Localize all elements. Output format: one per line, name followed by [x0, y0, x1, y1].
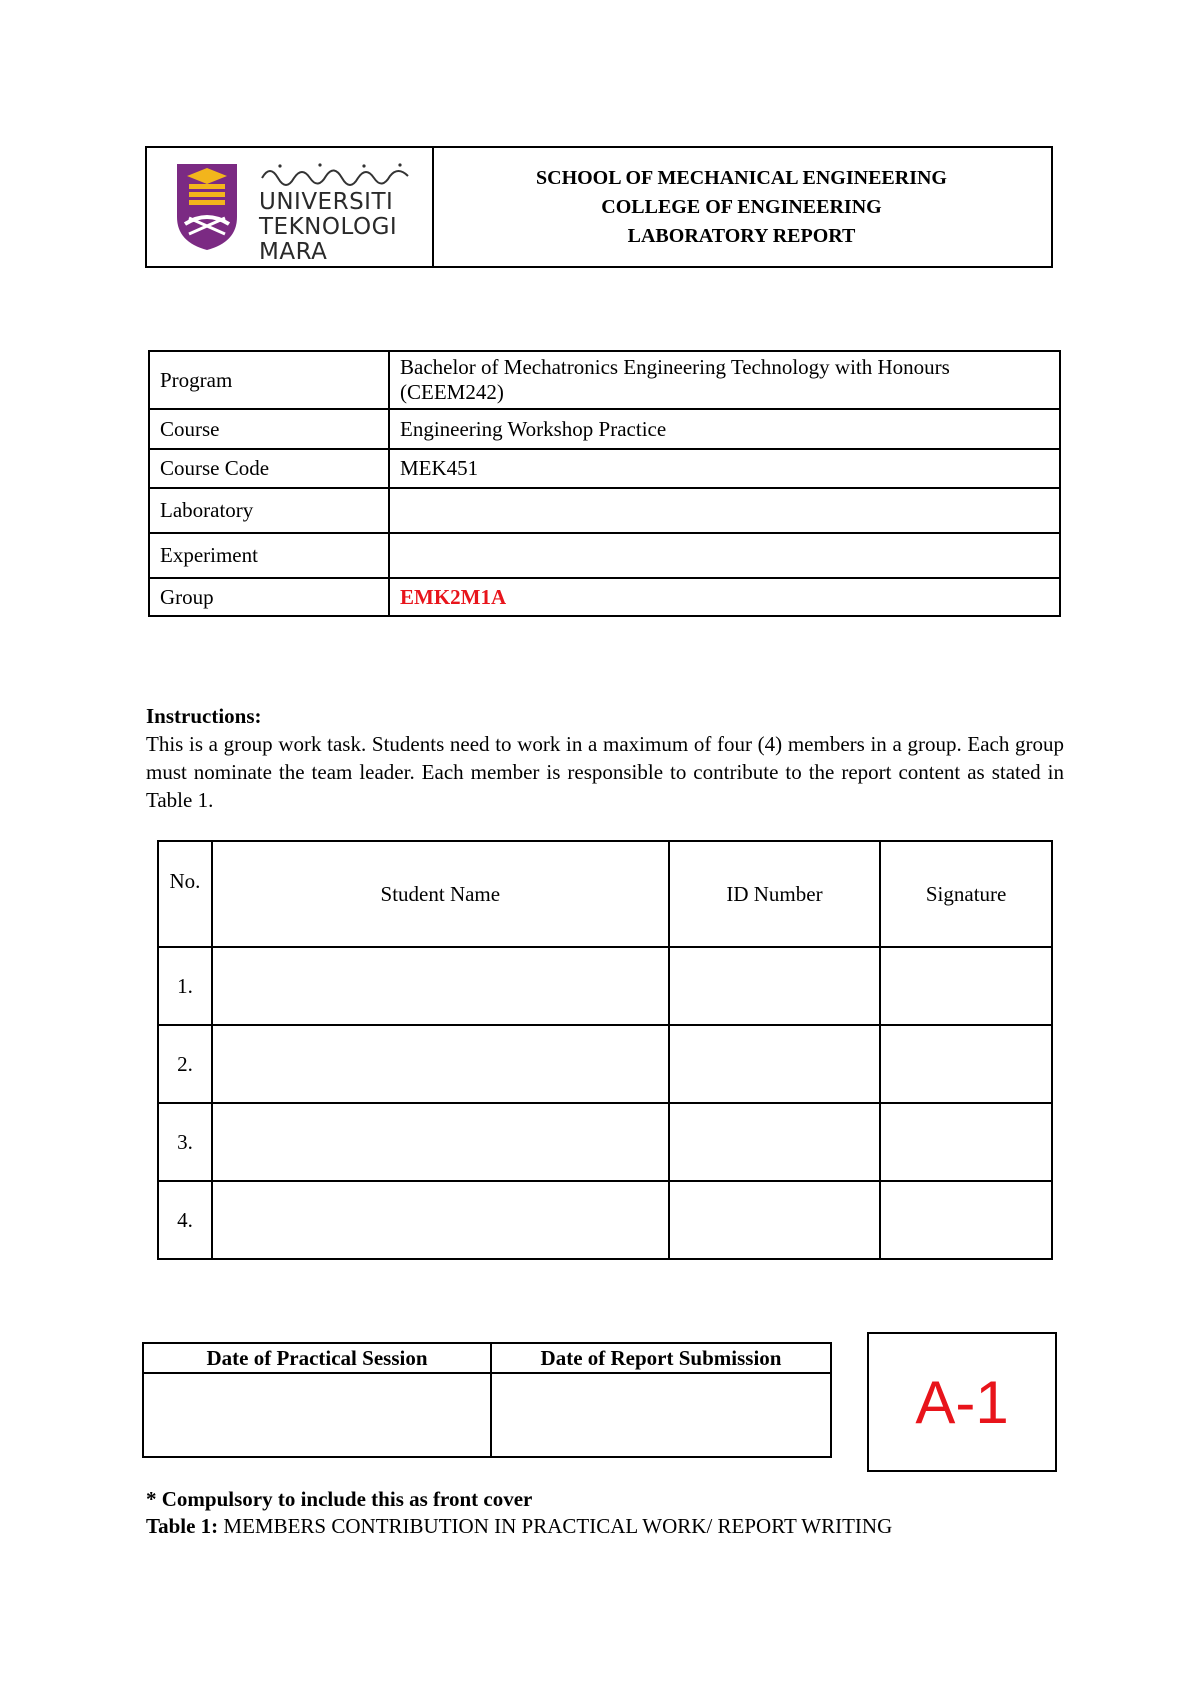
table-caption-label: Table 1:	[146, 1514, 224, 1538]
report-header	[145, 146, 1053, 268]
school-name: SCHOOL OF MECHANICAL ENGINEERING	[536, 166, 947, 189]
college-name: COLLEGE OF ENGINEERING	[601, 195, 882, 218]
group-value[interactable]: EMK2M1A	[389, 578, 1060, 616]
signature-field[interactable]	[880, 947, 1052, 1025]
instructions-section	[146, 702, 1064, 814]
group-code-box: A-1	[867, 1332, 1057, 1472]
report-submission-date-field[interactable]	[491, 1373, 831, 1457]
report-submission-header: Date of Report Submission	[491, 1343, 831, 1373]
student-name-field[interactable]	[212, 1103, 669, 1181]
id-number-field[interactable]	[669, 1181, 881, 1259]
instructions-heading: Instructions:	[146, 704, 262, 728]
laboratory-field[interactable]	[389, 488, 1060, 533]
practical-session-header: Date of Practical Session	[143, 1343, 491, 1373]
header-student-name: Student Name	[212, 841, 669, 947]
experiment-field[interactable]	[389, 533, 1060, 578]
logo-wordmark: UNIVERSITI TEKNOLOGI MARA	[259, 189, 398, 265]
student-name-field[interactable]	[212, 947, 669, 1025]
university-logo	[147, 148, 434, 266]
dates-header-row	[143, 1343, 831, 1373]
group-label: Group	[149, 578, 389, 616]
laboratory-label: Laboratory	[149, 488, 389, 533]
practical-session-date-field[interactable]	[143, 1373, 491, 1457]
table-row	[158, 1025, 1052, 1103]
course-label: Course	[149, 409, 389, 449]
signature-field[interactable]	[880, 1025, 1052, 1103]
program-info-table	[148, 350, 1061, 617]
laboratory-row	[149, 488, 1060, 533]
student-name-field[interactable]	[212, 1181, 669, 1259]
members-table	[157, 840, 1053, 1260]
experiment-label: Experiment	[149, 533, 389, 578]
id-number-field[interactable]	[669, 1103, 881, 1181]
dates-table	[142, 1342, 832, 1458]
table-caption-text: MEMBERS CONTRIBUTION IN PRACTICAL WORK/ REPORT WRITING	[223, 1514, 893, 1538]
id-number-field[interactable]	[669, 947, 881, 1025]
instructions-text: This is a group work task. Students need to work in a maximum of four (4) members in a group. Each group must nominate the team leader. Each member is responsible to contribute to the report content as stated in Table 1.	[146, 732, 1064, 812]
group-row	[149, 578, 1060, 616]
program-value[interactable]: Bachelor of Mechatronics Engineering Technology with Honours (CEEM242)	[389, 351, 1060, 409]
table-caption	[146, 1513, 892, 1540]
id-number-field[interactable]	[669, 1025, 881, 1103]
header-no: No.	[158, 841, 212, 947]
report-title	[432, 148, 1051, 266]
course-code-value[interactable]: MEK451	[389, 449, 1060, 488]
report-type: LABORATORY REPORT	[627, 224, 856, 247]
row-number: 1.	[158, 947, 212, 1025]
row-number: 3.	[158, 1103, 212, 1181]
footnotes	[146, 1486, 892, 1540]
experiment-row	[149, 533, 1060, 578]
logo-jawi-script	[260, 160, 410, 186]
members-header-row	[158, 841, 1052, 947]
program-label: Program	[149, 351, 389, 409]
dates-value-row	[143, 1373, 831, 1457]
table-row	[158, 1181, 1052, 1259]
header-signature: Signature	[880, 841, 1052, 947]
course-code-label: Course Code	[149, 449, 389, 488]
row-number: 2.	[158, 1025, 212, 1103]
header-id-number: ID Number	[669, 841, 881, 947]
compulsory-note: * Compulsory to include this as front cover	[146, 1487, 533, 1511]
signature-field[interactable]	[880, 1103, 1052, 1181]
table-row	[158, 947, 1052, 1025]
course-value[interactable]: Engineering Workshop Practice	[389, 409, 1060, 449]
table-row	[158, 1103, 1052, 1181]
signature-field[interactable]	[880, 1181, 1052, 1259]
uitm-emblem-icon	[175, 162, 239, 252]
course-code-row	[149, 449, 1060, 488]
course-row	[149, 409, 1060, 449]
program-row	[149, 351, 1060, 409]
student-name-field[interactable]	[212, 1025, 669, 1103]
row-number: 4.	[158, 1181, 212, 1259]
